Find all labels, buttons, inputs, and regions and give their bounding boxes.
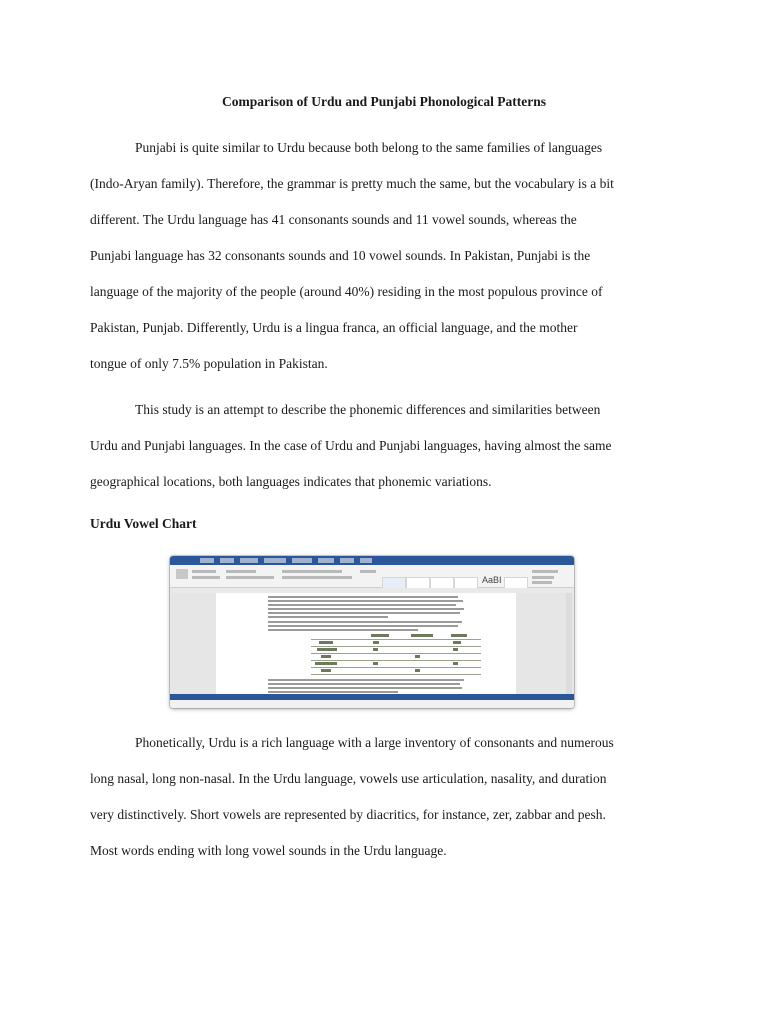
text-line: language of the majority of the people (around 40%) residing in the most populous province of	[90, 284, 603, 299]
text-line: Punjabi language has 32 consonants sounds and 10 vowel sounds. In Pakistan, Punjabi is the	[90, 248, 591, 263]
window-document-area	[170, 593, 574, 694]
vowel-table-thumbnail	[311, 633, 481, 677]
window-scrollbar	[566, 593, 572, 694]
document-title: Comparison of Urdu and Punjabi Phonological Patterns	[221, 94, 547, 109]
figure-bottom-edge	[170, 700, 574, 708]
text-line: tongue of only 7.5% population in Pakistan.	[90, 356, 328, 371]
section-heading: Urdu Vowel Chart	[90, 516, 197, 531]
window-ribbon	[170, 565, 574, 588]
text-line: Urdu and Punjabi languages. In the case of Urdu and Punjabi languages, having almost the same	[90, 438, 612, 453]
paragraph-phonetics	[90, 725, 682, 869]
window-titlebar	[170, 556, 574, 565]
style-gallery-icon: AaBI	[482, 575, 502, 585]
paragraph-study	[90, 392, 682, 500]
text-line: This study is an attempt to describe the phonemic differences and similarities between	[135, 402, 601, 417]
vowel-chart-screenshot	[170, 556, 574, 708]
text-line: Pakistan, Punjab. Differently, Urdu is a lingua franca, an official language, and the mother	[90, 320, 578, 335]
text-line: long nasal, long non-nasal. In the Urdu language, vowels use articulation, nasality, and duration	[90, 771, 607, 786]
text-line: different. The Urdu language has 41 consonants sounds and 11 vowel sounds, whereas the	[90, 212, 577, 227]
text-line: (Indo-Aryan family). Therefore, the grammar is pretty much the same, but the vocabulary is a bit	[90, 176, 614, 191]
paragraph-intro	[90, 130, 682, 382]
text-line: Phonetically, Urdu is a rich language with a large inventory of consonants and numerous	[135, 735, 614, 750]
text-line: geographical locations, both languages indicates that phonemic variations.	[90, 474, 492, 489]
text-line: Most words ending with long vowel sounds in the Urdu language.	[90, 843, 447, 858]
embedded-document-page	[216, 593, 516, 694]
text-line: Punjabi is quite similar to Urdu because both belong to the same families of languages	[135, 140, 603, 155]
text-line: very distinctively. Short vowels are represented by diacritics, for instance, zer, zabbar and pesh.	[90, 807, 606, 822]
